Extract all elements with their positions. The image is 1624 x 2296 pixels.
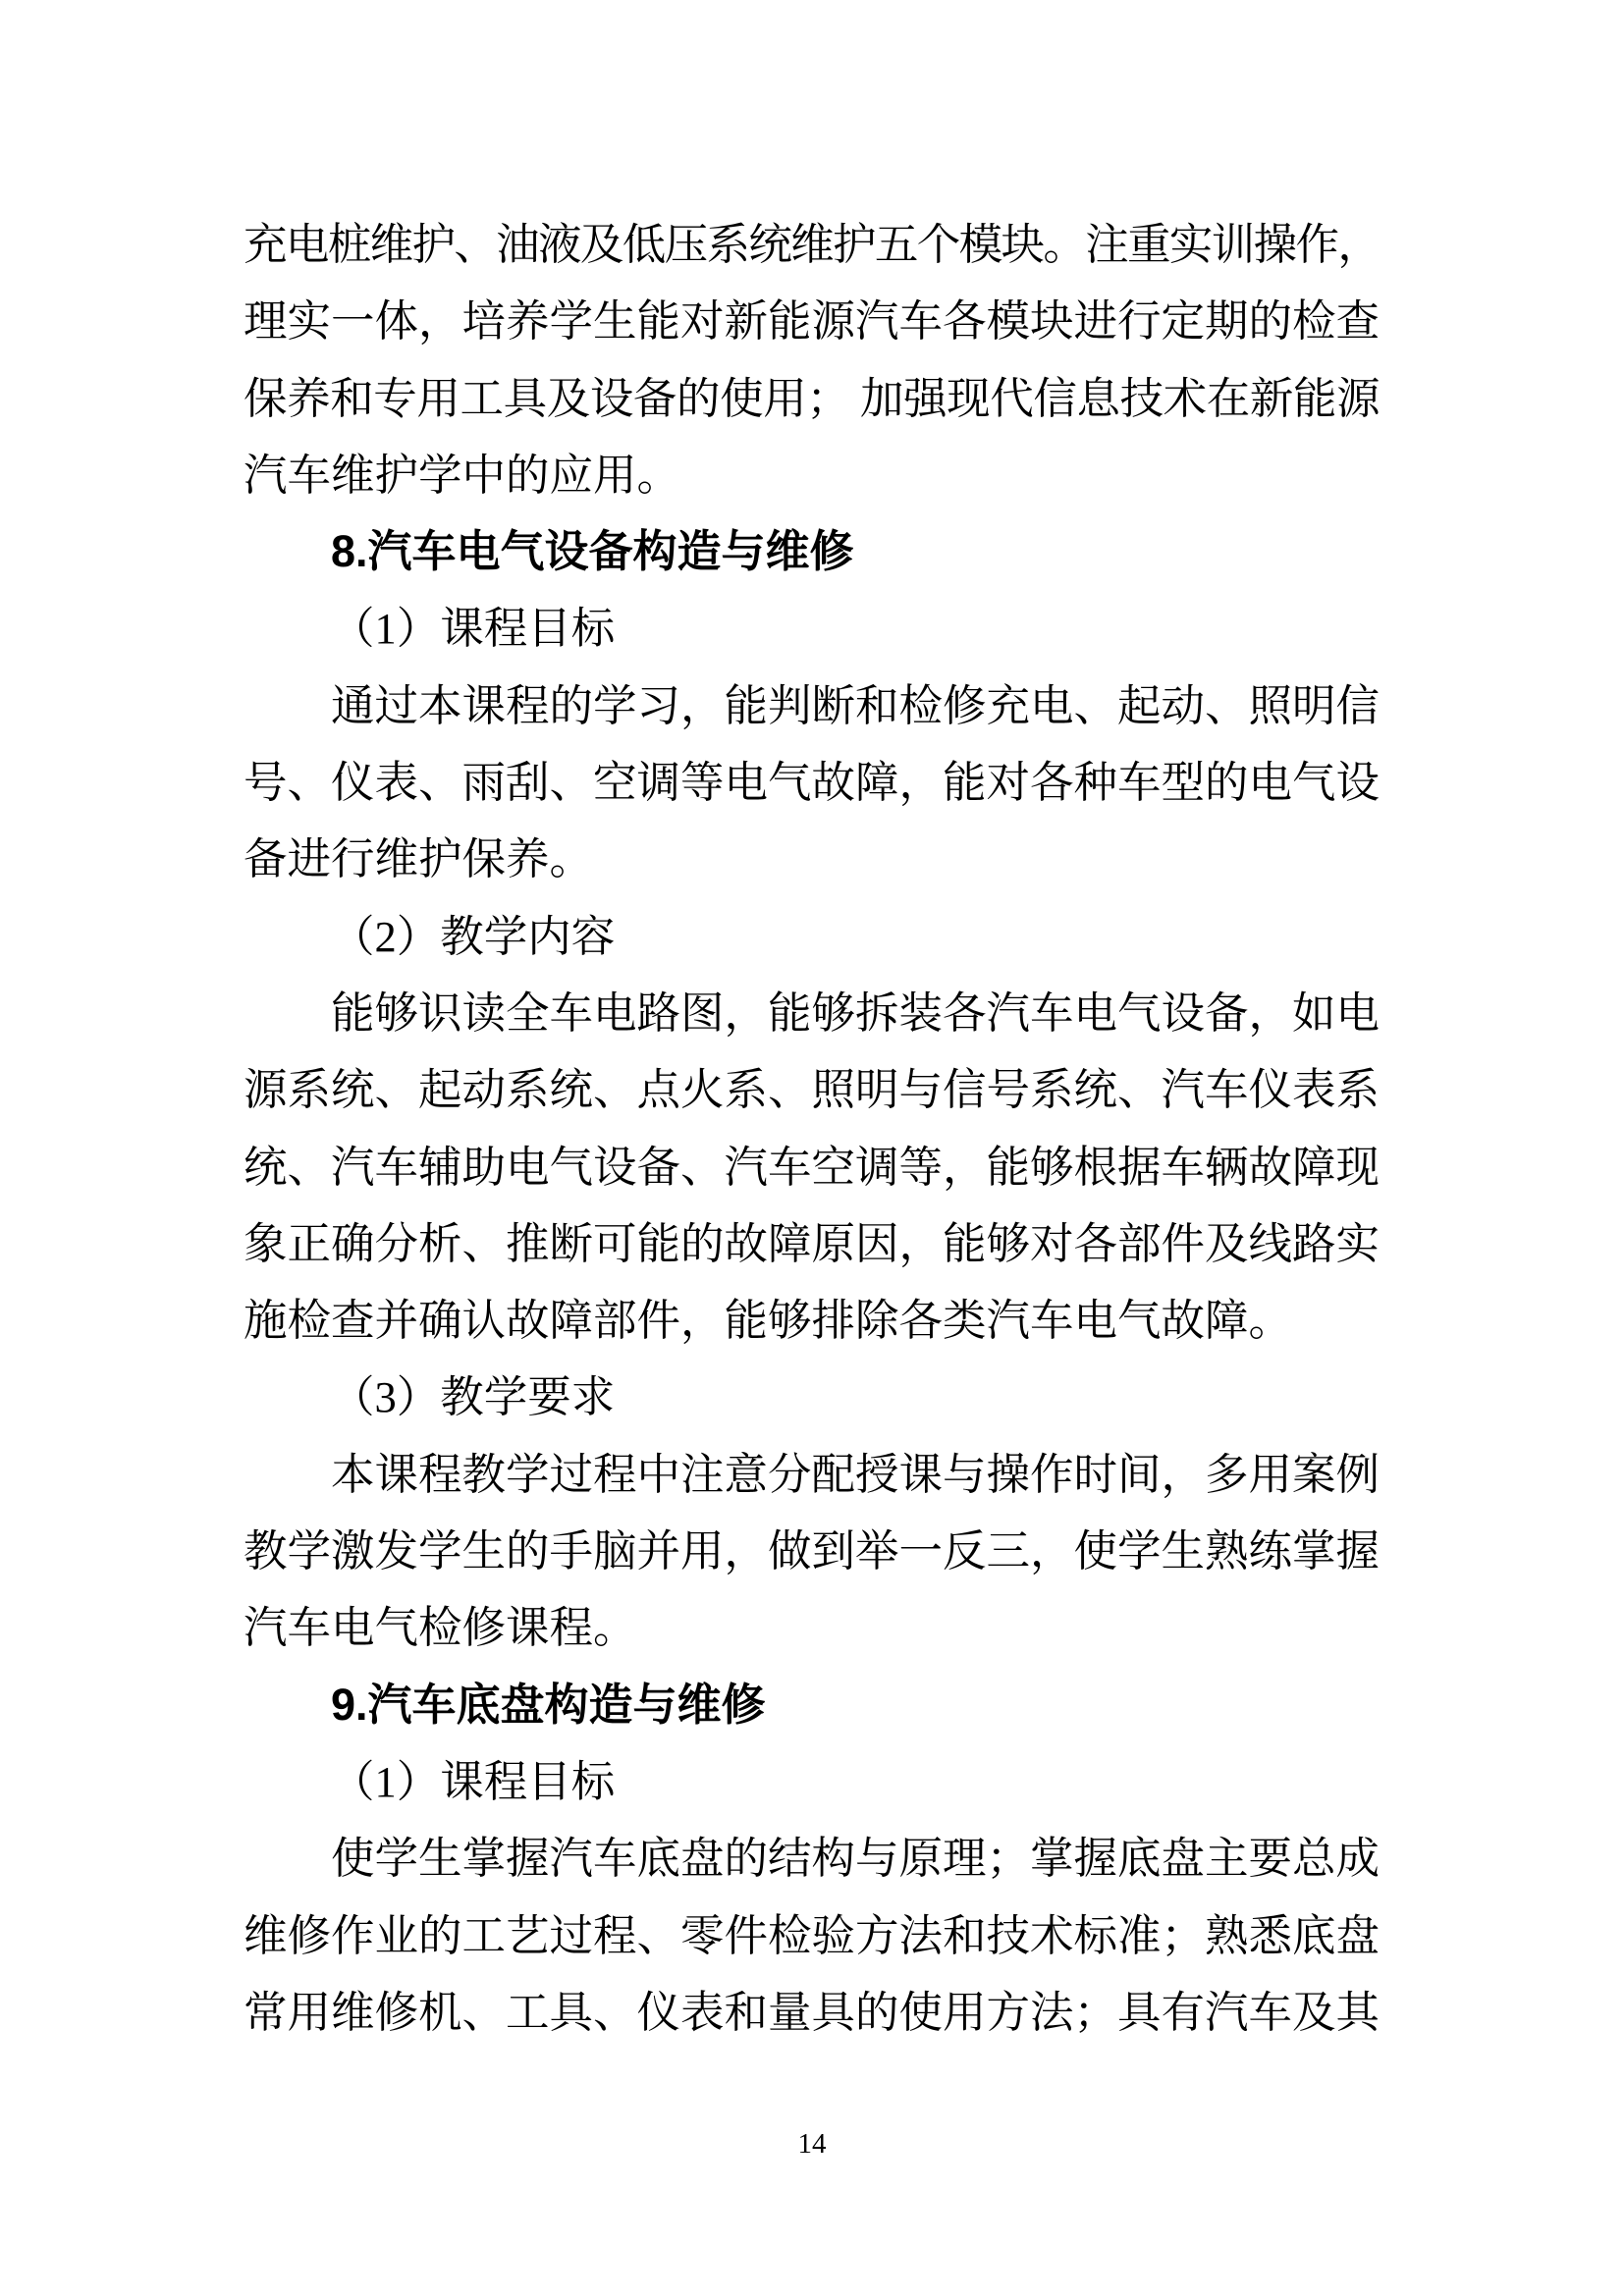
section-heading-line: 9.汽车底盘构造与维修 (331, 1679, 766, 1730)
text-line: 号、仪表、雨刮、空调等电气故障，能对各种车型的电气设 (244, 758, 1380, 808)
text-line: 能够识读全车电路图，能够拆装各汽车电气设备，如电 (331, 988, 1380, 1038)
text-line: 教学激发学生的手脑并用，做到举一反三，使学生熟练掌握 (244, 1526, 1380, 1576)
text-line: 象正确分析、推断可能的故障原因，能够对各部件及线路实 (244, 1218, 1380, 1268)
text-line: 理实一体，培养学生能对新能源汽车各模块进行定期的检查 (244, 296, 1380, 347)
subheading-line: （1）课程目标 (331, 604, 616, 654)
text-line: 充电桩维护、油液及低压系统维护五个模块。注重实训操作， (244, 220, 1380, 269)
subheading-line: （3）教学要求 (331, 1372, 616, 1422)
text-line: 源系统、起动系统、点火系、照明与信号系统、汽车仪表系 (244, 1065, 1380, 1115)
section-heading-line: 8.汽车电气设备构造与维修 (331, 526, 854, 577)
text-line: 常用维修机、工具、仪表和量具的使用方法；具有汽车及其 (244, 1987, 1380, 2037)
subheading-line: （1）课程目标 (331, 1756, 616, 1806)
text-line: 保养和专用工具及设备的使用； 加强现代信息技术在新能源 (244, 373, 1380, 423)
text-line: 使学生掌握汽车底盘的结构与原理；掌握底盘主要总成 (331, 1834, 1380, 1884)
subheading-line: （2）教学内容 (331, 911, 616, 961)
text-line: 施检查并确认故障部件，能够排除各类汽车电气故障。 (244, 1296, 1293, 1346)
page-number: 14 (797, 2128, 827, 2160)
text-line: 汽车维护学中的应用。 (244, 450, 681, 500)
text-line: 本课程教学过程中注意分配授课与操作时间，多用案例 (331, 1449, 1380, 1499)
text-line: 备进行维护保养。 (244, 834, 594, 884)
text-line: 汽车电气检修课程。 (244, 1603, 637, 1653)
document-text-block (244, 206, 1380, 2051)
text-line: 维修作业的工艺过程、零件检验方法和技术标准；熟悉底盘 (244, 1910, 1380, 1960)
text-line: 通过本课程的学习，能判断和检修充电、起动、照明信 (331, 680, 1380, 730)
text-line: 统、汽车辅助电气设备、汽车空调等，能够根据车辆故障现 (244, 1142, 1380, 1192)
